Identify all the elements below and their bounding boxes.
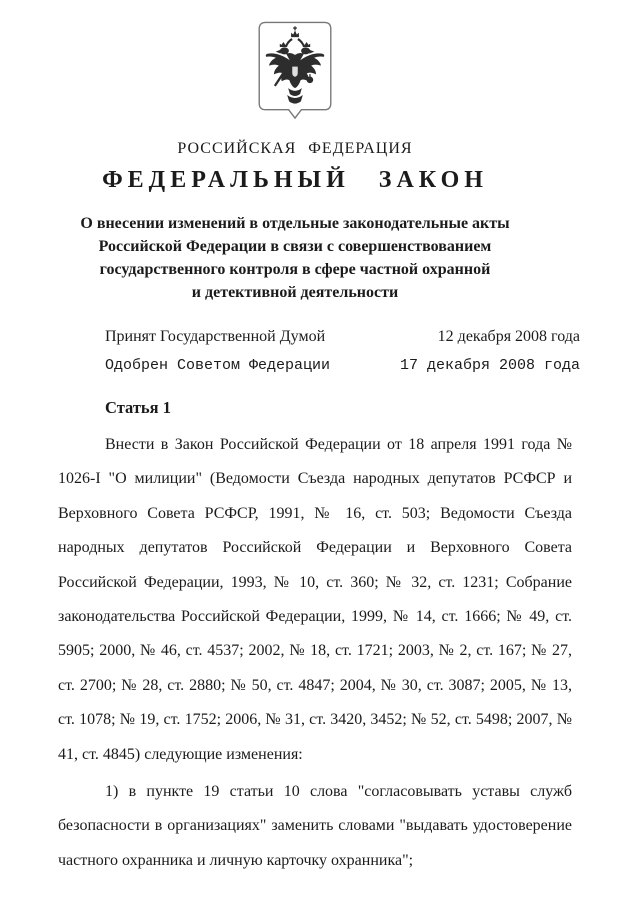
- adoption-passed-date: 12 декабря 2008 года: [437, 328, 580, 345]
- country-name: РОССИЙСКАЯ ФЕДЕРАЦИЯ: [177, 140, 413, 157]
- emblem-container: [0, 0, 590, 126]
- law-title-line-2: Российской Федерации в связи с совершенствованием: [98, 238, 492, 255]
- law-title: [0, 212, 590, 304]
- body-paragraph-1: Внести в Закон Российской Федерации от 18 апреля 1991 года № 1026-I "О милиции" (Ведомости Съезда народных депутатов РСФСР и Верховного Совета РСФСР, 1991, № 16, ст. 503; Ведомости Съезда народных депутатов Российской Федерации и Верховного Совета Российской Федерации, 1993, № 10, ст. 360; № 32, ст. 1231; Собрание законодательства Российской Федерации, 1999, № 14, ст. 1666; № 49, ст. 5905; 2000, № 46, ст. 4537; 2002, № 18, ст. 1721; 2003, № 2, ст. 167; № 27, ст. 2700; № 28, ст. 2880; № 50, ст. 4847; 2004, № 30, ст. 3087; 2005, № 13, ст. 1078; № 19, ст. 1752; 2006, № 31, ст. 3420, 3452; № 52, ст. 5498; 2007, № 41, ст. 4845) следующие изменения:: [58, 436, 572, 763]
- body-paragraph-2: 1) в пункте 19 статьи 10 слова "согласовывать уставы служб безопасности в организациях" заменить словами "выдавать удостоверение частного охранника и личную карточку охранника";: [58, 783, 572, 869]
- adoption-block: [105, 322, 580, 380]
- double-headed-eagle-icon: [257, 21, 333, 121]
- law-title-line-4: и детективной деятельности: [191, 284, 399, 301]
- article-1-heading: Статья 1: [105, 398, 171, 417]
- document-header: [0, 0, 590, 304]
- law-title-line-3: государственного контроля в сфере частной охранной: [99, 261, 491, 278]
- adoption-approved-row: [105, 351, 580, 380]
- coat-of-arms: [257, 21, 333, 121]
- adoption-approved-date: 17 декабря 2008 года: [399, 357, 580, 374]
- law-title-line-1: О внесении изменений в отдельные законодательные акты: [80, 215, 510, 232]
- law-body: [58, 428, 572, 878]
- adoption-passed-body: Принят Государственной Думой: [105, 328, 326, 345]
- adoption-passed-row: [105, 322, 580, 351]
- adoption-approved-body: Одобрен Советом Федерации: [105, 357, 331, 374]
- document-type: ФЕДЕРАЛЬНЫЙ ЗАКОН: [102, 167, 488, 193]
